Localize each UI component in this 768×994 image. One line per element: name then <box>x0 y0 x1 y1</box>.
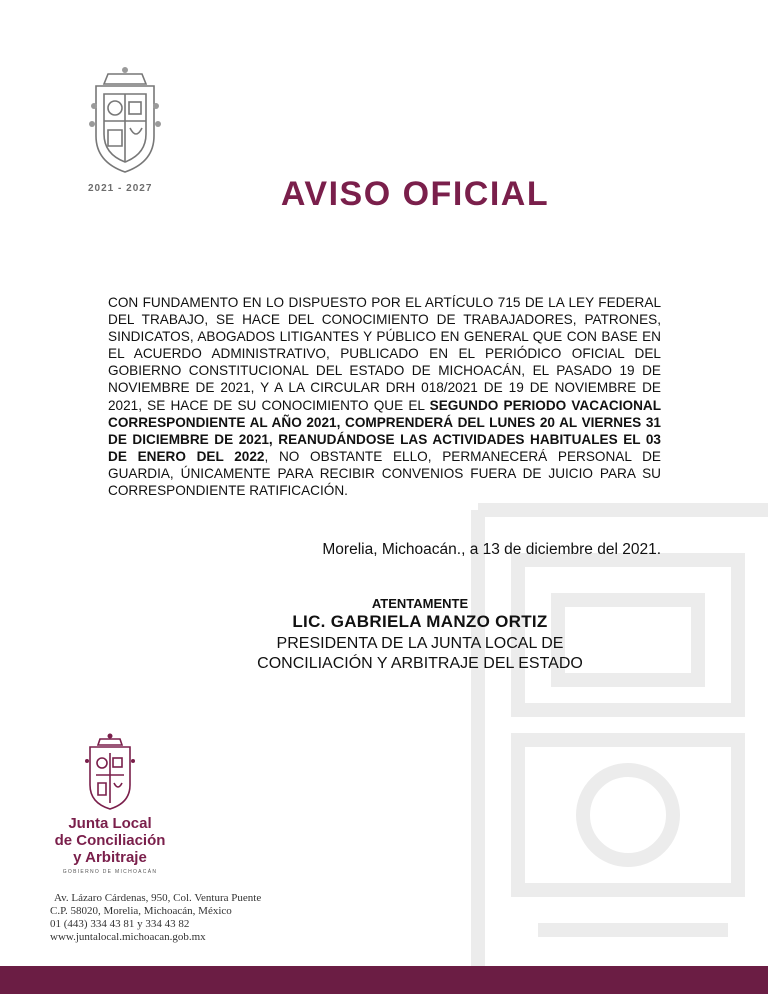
signer-role-line: PRESIDENTA DE LA JUNTA LOCAL DE <box>276 635 564 652</box>
notice-body-intro: CON FUNDAMENTO EN LO DISPUESTO POR EL ARTÍCULO 715 DE LA LEY FEDERAL DEL TRABAJO, SE HACE DEL CONOCIMIENTO DE TRABAJADORES, PATRONES, SINDICATOS, ABOGADOS LITIGANTES Y PÚBLICO EN GENERAL QUE CON BASE EN EL ACUERDO ADMINISTRATIVO, PUBLICADO EN EL PERIÓDICO OFICIAL DEL GOBIERNO CONSTITUCIONAL DEL ESTADO DE MICHOACÁN, EL PASADO 19 DE NOVIEMBRE DE 2021, Y A LA CIRCULAR DRH 018/2021 DE 19 DE NOVIEMBRE DE 2021, SE HACE DE SU CONOCIMIENTO QUE EL <box>108 295 661 413</box>
signer-name: LIC. GABRIELA MANZO ORTIZ <box>292 612 548 631</box>
closing-salutation: ATENTAMENTE <box>371 596 469 611</box>
notice-body-highlight: SEGUNDO PERIODO VACACIONAL CORRESPONDIENTE AL AÑO 2021, COMPRENDERÁ DEL LUNES 20 AL VIERNES 31 DE DICIEMBRE DE 2021, REANUDÁNDOSE LAS ACTIVIDADES HABITUALES EL 03 DE ENERO DEL 2022 <box>108 397 662 464</box>
junta-local-coat-of-arms-icon <box>84 733 136 813</box>
institution-name <box>50 815 170 866</box>
michoacan-coat-of-arms-icon <box>86 66 164 176</box>
administration-years: 2021 - 2027 <box>88 183 153 194</box>
address-website-link[interactable]: www.juntalocal.michoacan.gob.mx <box>50 931 206 943</box>
institution-name-line: y Arbitraje <box>73 849 147 866</box>
notice-body-closing: , NO OBSTANTE ELLO, PERMANECERÁ PERSONAL DE GUARDIA, ÚNICAMENTE PARA RECIBIR CONVENIOS FUERA DE JUICIO PARA SU CORRESPONDIENTE RATIFICACIÓN. <box>108 448 661 499</box>
contact-address <box>50 892 261 944</box>
institution-name-line: Junta Local <box>68 815 152 832</box>
address-city: C.P. 58020, Morelia, Michoacán, México <box>50 905 232 917</box>
notice-body <box>108 294 661 499</box>
dateline: Morelia, Michoacán., a 13 de diciembre del 2021. <box>322 541 661 558</box>
institution-government: GOBIERNO DE MICHOACÁN <box>62 869 158 875</box>
institution-name-line: de Conciliación <box>54 832 166 849</box>
signer-role-line: CONCILIACIÓN Y ARBITRAJE DEL ESTADO <box>257 655 583 672</box>
signer-role <box>180 634 660 674</box>
page-title: AVISO OFICIAL <box>280 175 550 213</box>
address-street: Av. Lázaro Cárdenas, 950, Col. Ventura Puente <box>54 892 262 904</box>
address-phone: 01 (443) 334 43 81 y 334 43 82 <box>50 918 190 930</box>
footer-bar <box>0 966 768 994</box>
